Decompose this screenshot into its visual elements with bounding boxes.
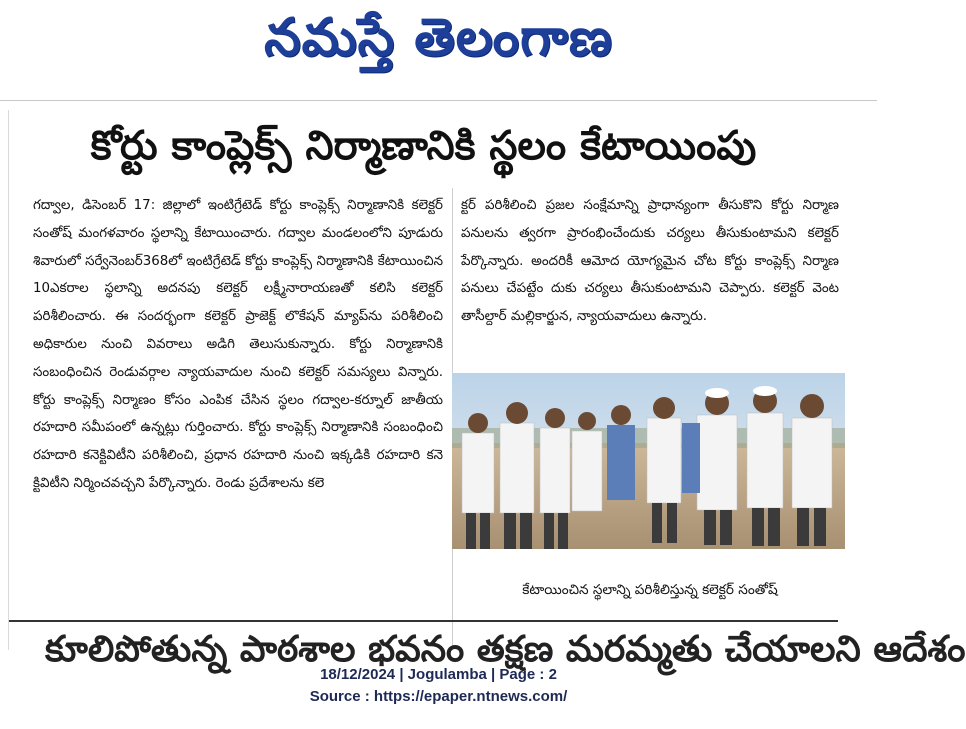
article-clipping [8,110,966,670]
article-body-right-column: క్టర్ పరిశీలించి ప్రజల సంక్షేమాన్ని ప్రాధాన్యంగా తీసుకొని కోర్టు నిర్మాణ పనులను త్వరగా ప్రారంభించేందుకు చర్యలు తీసుకుంటామని కలెక్టర్ పేర్కొన్నారు. అందరికీ ఆమోద యోగ్యమైన చోట కోర్టు కాంప్లెక్స్ నిర్మాణ పనులు చేపట్టేం దుకు చర్యలు తీసుకుంటామని చెప్పారు. కలెక్టర్ వెంట తాసీల్దార్ మల్లికార్జున, న్యాయవాదులు ఉన్నారు. [461,198,839,325]
article-photo [452,373,845,549]
masthead [0,0,877,100]
source-link[interactable]: Source : https://epaper.ntnews.com/ [309,688,568,705]
next-headline-text: కూలిపోతున్న పాఠశాల భవనం తక్షణ మరమ్మతు చేయాలని ఆదేశం [45,629,966,670]
story-divider [9,620,838,622]
article-headline: కోర్టు కాంప్లెక్స్ నిర్మాణానికి స్థలం కేటాయింపు [90,123,757,169]
next-headline-cutoff [9,625,966,670]
edition-info: 18/12/2024 | Jogulamba | Page : 2 [320,666,557,683]
article-body-left-column: గద్వాల, డిసెంబర్ 17: జిల్లాలో ఇంటిగ్రేటెడ్ కోర్టు కాంప్లెక్స్ నిర్మాణానికి కలెక్టర్ సంతోష్ మంగళవారం స్థలాన్ని కేటాయించారు. గద్వాల మండలంలోని పూడురు శివారులో సర్వేనెంబర్368లో ఇంటిగ్రేటెడ్ కోర్టు కాంప్లెక్స్ నిర్మాణానికి కేటాయించిన 10ఎకరాల స్థలాన్ని అదనపు కలెక్టర్ లక్ష్మీనారాయణతో కలిసి కలెక్టర్ పరిశీలించారు. ఈ సందర్భంగా కలెక్టర్ ప్రాజెక్ట్ లొకేషన్ మ్యాప్‌ను పరిశీలించి అధికారుల నుంచి వివరాలు అడిగి తెలుసుకున్నారు. కోర్టు నిర్మాణానికి సంబంధించిన రెండువర్గాల న్యాయవాదుల నుంచి కలెక్టర్ సమస్యలు విన్నారు. కోర్టు కాంప్లెక్స్ నిర్మాణం కోసం ఎంపిక చేసిన స్థలం గద్వాల-కర్నూల్ జాతీయ రహదారి సమీపంలో ఉన్నట్లు గుర్తించారు. కోర్టు కాంప్లెక్స్ నిర్మాణానికి సంబంధించి రహదారి కనెక్టివిటీని పరిశీలించి, ప్రధాన రహదారి నుంచి ఇక్కడికి రహదారి కనె క్టివిటీని నిర్మించవచ్చని పేర్కొన్నారు. రెండు ప్రదేశాలను కలె [33,198,443,491]
photo-caption: కేటాయించిన స్థలాన్ని పరిశీలిస్తున్న కలెక్టర్ సంతోష్ [522,582,778,598]
header-divider [0,100,877,101]
newspaper-logo: నమస్తే తెలంగాణ [264,8,613,68]
page-footer [0,664,877,708]
